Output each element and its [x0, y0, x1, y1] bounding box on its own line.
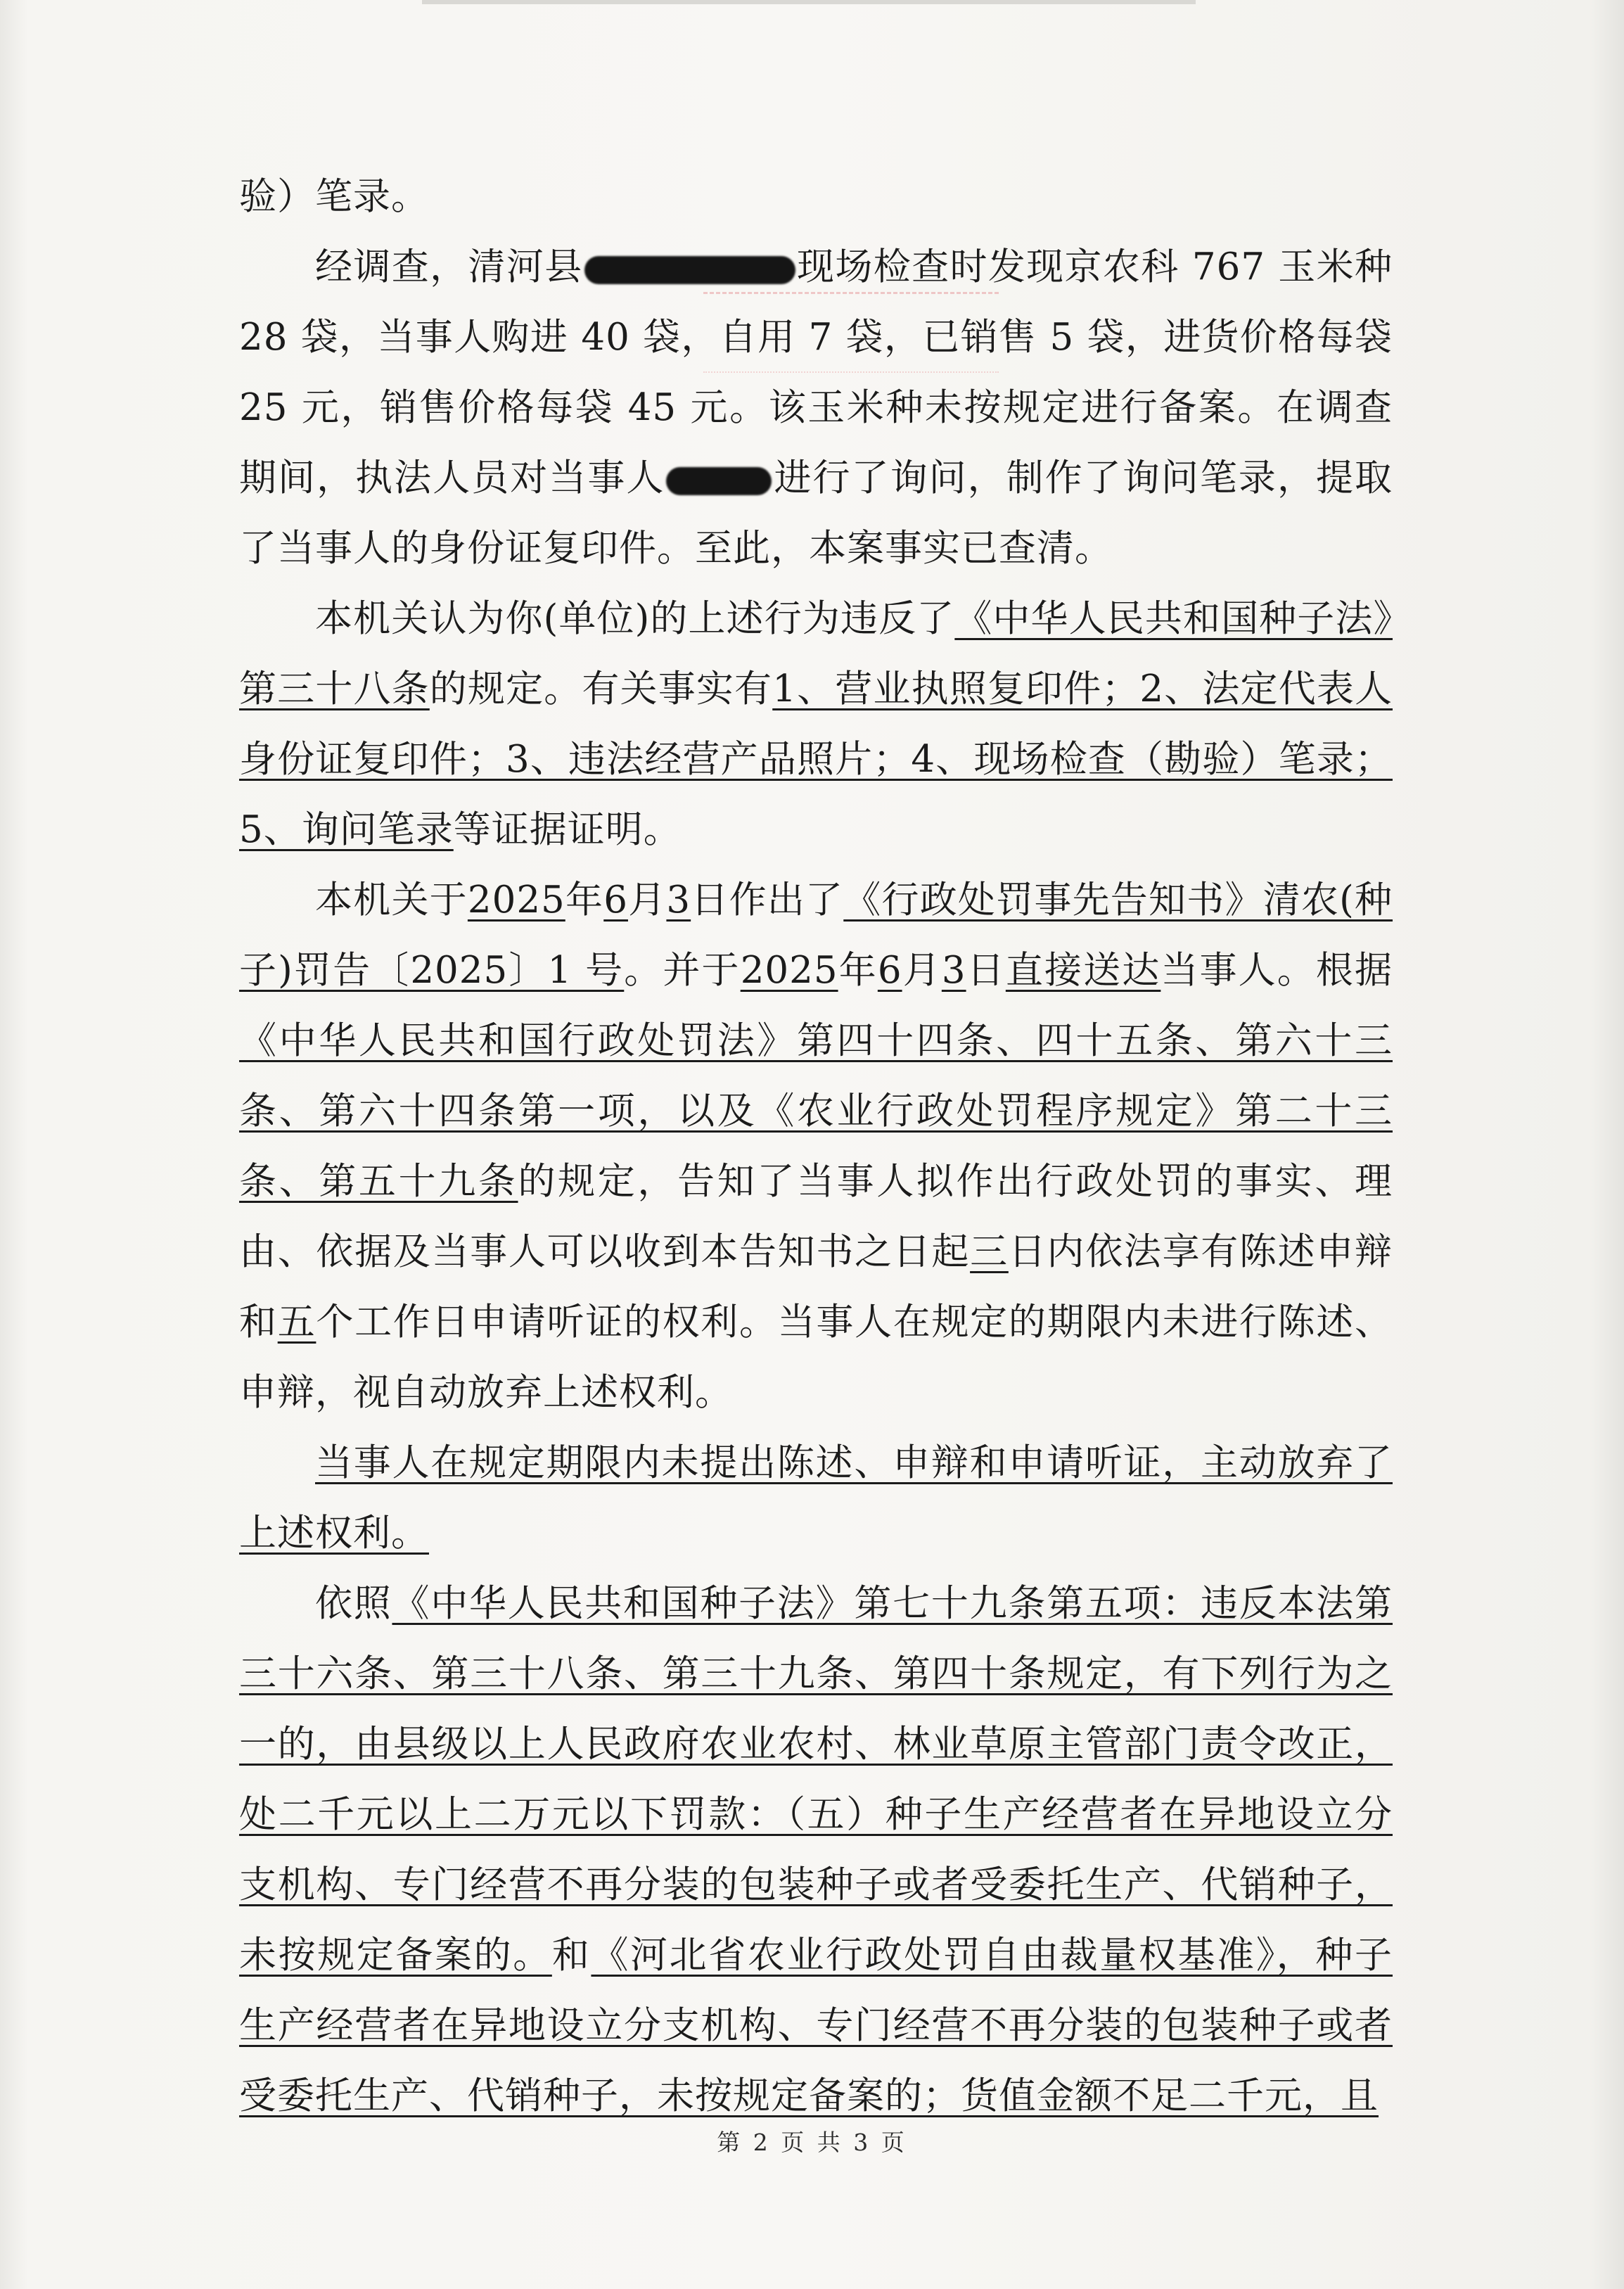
date-year: 2025: [740, 949, 838, 992]
text-segment: 。并于: [624, 949, 741, 992]
text-segment: 的规定。有关事实有: [429, 668, 773, 710]
date-month: 6: [603, 879, 628, 922]
text-segment: 当事人。根据: [1161, 949, 1393, 992]
text-segment: 本机关于: [315, 879, 468, 922]
text-segment: 和: [551, 1934, 592, 1977]
text-segment: 个工作日申请听证的权利。当事人在规定的期限内未进行陈述、申辩，视自动放弃上述权利。: [239, 1301, 1393, 1414]
text-segment: 日: [966, 949, 1006, 992]
text-segment: 等证据证明。: [453, 808, 682, 851]
paragraph-notice: [239, 865, 1393, 1428]
underlined-segment: 《中华人民共和国种子法》第三十八条: [239, 597, 1393, 710]
paper-fold-shadow: [422, 0, 1196, 4]
text-segment: 年: [565, 879, 604, 922]
paragraph-investigation: [239, 232, 1393, 584]
text-segment: 现场检查时发现京农科 767 玉米种 28 袋，当事人购进 40 袋，自用 7 袋，已销售 5 袋，进货价格每袋 25 元，销售价格每袋 45 元。该玉米种未按规定进行备案。在调查期间，执法人员对当事人: [239, 246, 1393, 499]
underlined-segment: 《行政处罚事先告知书》清农(种子)罚告〔2025〕1 号: [239, 879, 1393, 992]
paragraph-legal-basis: [239, 1569, 1393, 2131]
text-segment: 本机关认为你(单位)的上述行为违反了: [315, 597, 955, 640]
underlined-segment: 直接送达: [1005, 949, 1161, 992]
underlined-segment: 《中华人民共和国种子法》第七十九条第五项：违反本法第三十六条、第三十八条、第三十九条、第四十条规定，有下列行为之一的，由县级以上人民政府农业农村、林业草原主管部门责令改正，处二千元以上二万元以下罚款：（五）种子生产经营者在异地设立分支机构、专门经营不再分装的包装种子或者受委托生产、代销种子，未按规定备案的。: [239, 1582, 1393, 1977]
date-day: 3: [666, 879, 691, 922]
text-segment: 的规定，告知了当事人拟作出行政处罚的事实、理由、依据及当事人可以收到本告知书之日起: [239, 1160, 1393, 1273]
date-day: 3: [941, 949, 966, 992]
underlined-segment: 《中华人民共和国行政处罚法》第四十四条、四十五条、第六十三条、第六十四条第一项，以及《农业行政处罚程序规定》第二十三条、第五十九条: [239, 1019, 1393, 1203]
redaction-mark: [666, 467, 772, 495]
underlined-segment: 1、营业执照复印件；2、法定代表人身份证复印件；3、违法经营产品照片；4、现场检查（勘验）笔录；5、询问笔录: [239, 668, 1393, 851]
redaction-mark: [584, 256, 795, 284]
text-segment: 日内依法享有陈述申辩和: [239, 1230, 1393, 1344]
text-segment: 月: [902, 949, 942, 992]
text-segment: 年: [838, 949, 878, 992]
underlined-segment: 当事人在规定期限内未提出陈述、申辩和申请听证，主动放弃了上述权利。: [239, 1441, 1393, 1555]
paragraph-waiver: [239, 1428, 1393, 1569]
underlined-segment: 三: [970, 1230, 1009, 1273]
paragraph-violation: [239, 584, 1393, 865]
underlined-segment: 《河北省农业行政处罚自由裁量权基准》，种子生产经营者在异地设立分支机构、专门经营不再分装的包装种子或者受委托生产、代销种子，未按规定备案的；货值金额不足二千元，且: [239, 1934, 1393, 2117]
text-segment: 进行了询问，制作了询问笔录，提取了当事人的身份证复印件。至此，本案事实已查清。: [239, 457, 1393, 570]
document-body: [239, 162, 1393, 2131]
paragraph-continuation: [239, 162, 1393, 232]
text-segment: 经调查，清河县: [315, 246, 583, 288]
text-segment: 依照: [315, 1582, 392, 1625]
text-segment: 验）笔录。: [239, 175, 429, 218]
date-year: 2025: [467, 879, 565, 922]
text-segment: 日作出了: [691, 879, 844, 922]
page-number-footer: 第 2 页 共 3 页: [717, 2129, 907, 2156]
date-month: 6: [877, 949, 902, 992]
underlined-segment: 五: [277, 1301, 317, 1344]
text-segment: 月: [627, 879, 667, 922]
